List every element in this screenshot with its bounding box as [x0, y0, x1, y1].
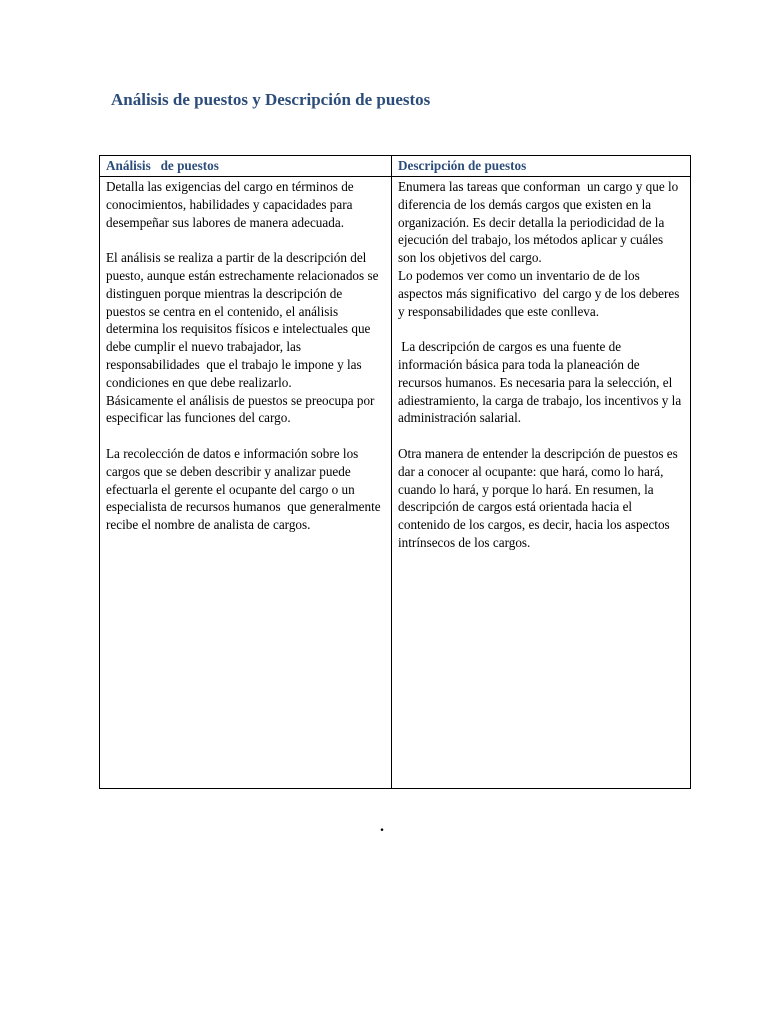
descripcion-paragraph-4: Otra manera de entender la descripción de puestos es dar a conocer al ocupante: que hará, como lo hará, cuando lo hará, y porque lo hará. En resumen, la descripción de cargos está orientada hacia el contenido de los cargos, es decir, hacia los aspectos intrínsecos de los cargos.: [398, 445, 682, 550]
analisis-paragraph-4: La recolección de datos e información sobre los cargos que se deben describir y analizar puede efectuarla el gerente el ocupante del cargo o un especialista de recursos humanos que generalmente recibe el nombre de analista de cargos.: [106, 445, 384, 533]
table-header-analisis: Análisis de puestos: [100, 156, 392, 177]
analisis-paragraph-3: Básicamente el análisis de puestos se preocupa por especificar las funciones del cargo.: [106, 392, 378, 426]
analisis-paragraph-2: El análisis se realiza a partir de la descripción del puesto, aunque están estrechamente relacionados se distinguen porque mientras la descripción de puestos se centra en el contenido, el análisis determina los requisitos físicos e intelectuales que debe cumplir el nuevo trabajador, las responsabilidades que el trabajo le impone y las condiciones en que debe realizarlo.: [106, 250, 382, 390]
descripcion-paragraph-3: La descripción de cargos es una fuente de información básica para toda la planeación de recursos humanos. Es necesaria para la selección, el adiestramiento, la carga de trabajo, los incentivos y la administración salarial.: [398, 339, 685, 426]
table-header-descripcion: Descripción de puestos: [392, 156, 690, 177]
comparison-table: [99, 155, 691, 789]
descripcion-paragraph-2: Lo podemos ver como un inventario de de los aspectos más significativo del cargo y de los deberes y responsabilidades que este conlleva.: [398, 267, 683, 319]
page-title: Análisis de puestos y Descripción de puestos: [111, 90, 431, 109]
analisis-paragraph-1: Detalla las exigencias del cargo en términos de conocimientos, habilidades y capacidades para desempeñar sus labores de manera adecuada.: [106, 179, 357, 230]
footer-mark: .: [380, 818, 384, 835]
table-cell-descripcion: [392, 177, 690, 788]
descripcion-paragraph-1: Enumera las tareas que conforman un cargo y que lo diferencia de los demás cargos que existen en la organización. Es decir detalla la periodicidad de la ejecución del trabajo, los métodos aplicar y cuáles son los objetivos del cargo.: [398, 179, 682, 266]
table-cell-analisis: [100, 177, 392, 788]
